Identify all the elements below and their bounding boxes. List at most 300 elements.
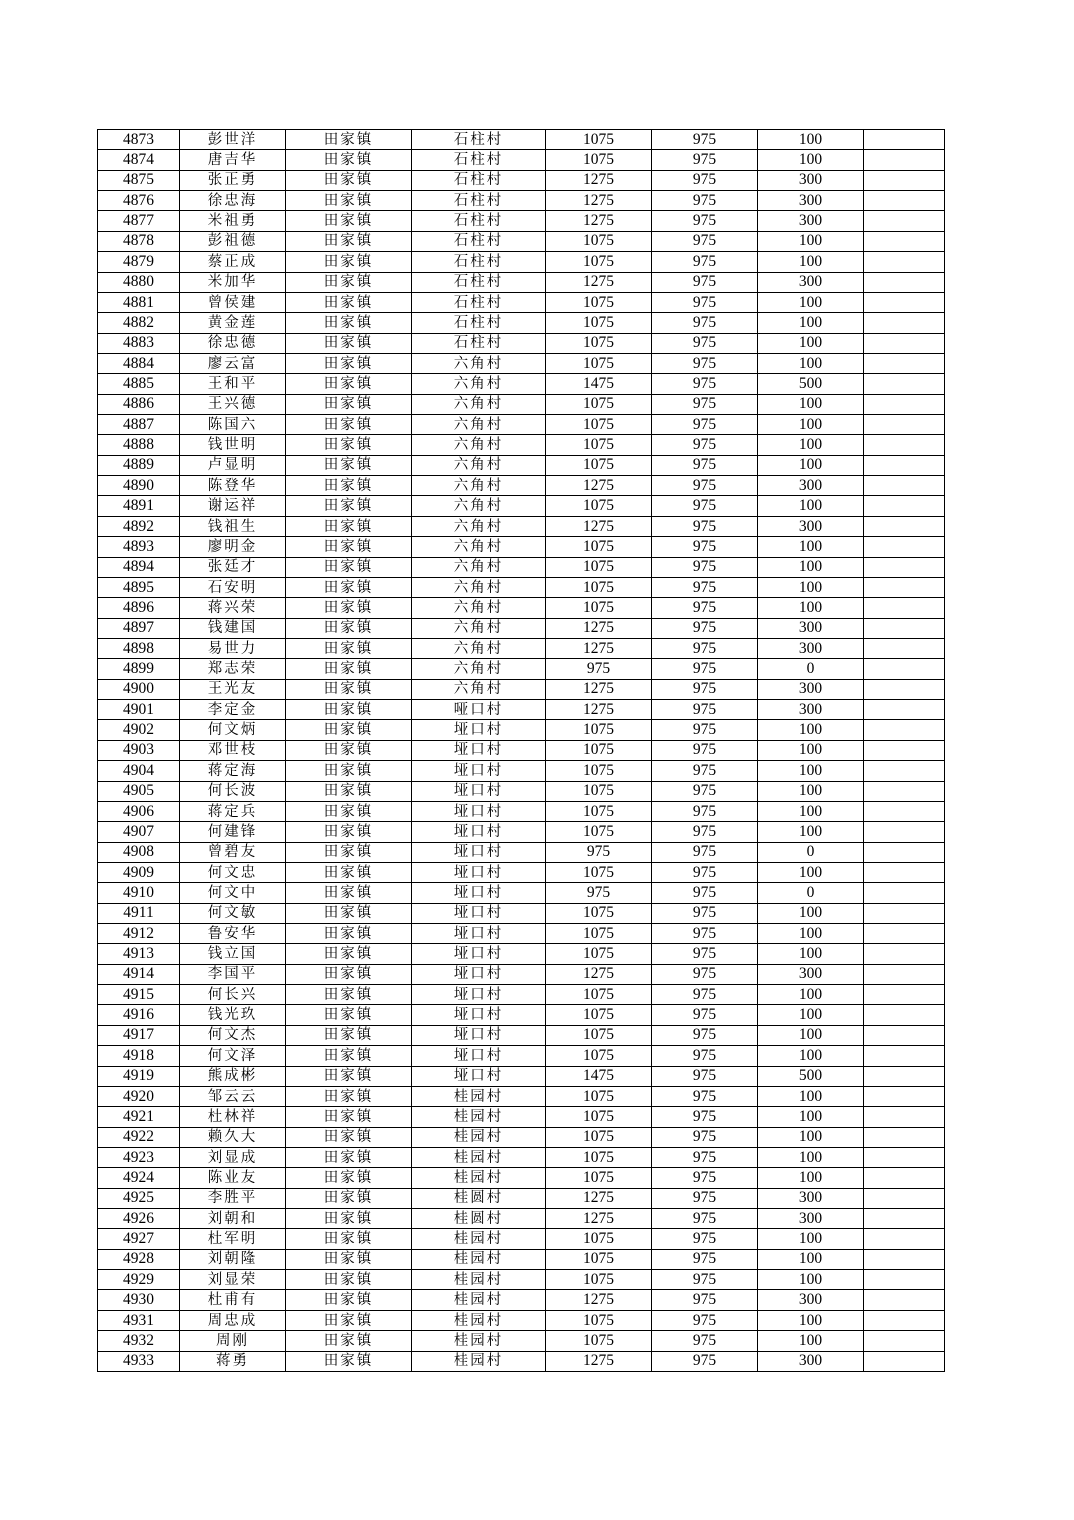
table-row xyxy=(98,720,945,740)
difference-cell: 100 xyxy=(758,333,864,353)
village-cell: 六角村 xyxy=(412,353,546,373)
remark-cell xyxy=(864,577,945,597)
difference-cell: 100 xyxy=(758,292,864,312)
remark-cell xyxy=(864,1086,945,1106)
serial-number-cell: 4912 xyxy=(98,924,180,944)
serial-number-cell: 4917 xyxy=(98,1025,180,1045)
difference-cell: 300 xyxy=(758,191,864,211)
amount-a-cell: 1075 xyxy=(546,252,652,272)
village-cell: 石柱村 xyxy=(412,211,546,231)
difference-cell: 100 xyxy=(758,394,864,414)
town-cell: 田家镇 xyxy=(286,1290,412,1310)
remark-cell xyxy=(864,537,945,557)
name-cell: 蒋勇 xyxy=(180,1351,286,1371)
table-row xyxy=(98,557,945,577)
table-row xyxy=(98,1290,945,1310)
data-sheet xyxy=(97,129,944,1372)
table-row xyxy=(98,659,945,679)
table-row xyxy=(98,1351,945,1371)
town-cell: 田家镇 xyxy=(286,618,412,638)
town-cell: 田家镇 xyxy=(286,191,412,211)
name-cell: 杜军明 xyxy=(180,1229,286,1249)
table-row xyxy=(98,1168,945,1188)
name-cell: 曾侯建 xyxy=(180,292,286,312)
amount-b-cell: 975 xyxy=(652,842,758,862)
serial-number-cell: 4908 xyxy=(98,842,180,862)
town-cell: 田家镇 xyxy=(286,333,412,353)
difference-cell: 100 xyxy=(758,1086,864,1106)
serial-number-cell: 4879 xyxy=(98,252,180,272)
town-cell: 田家镇 xyxy=(286,272,412,292)
difference-cell: 100 xyxy=(758,822,864,842)
amount-a-cell: 1075 xyxy=(546,740,652,760)
difference-cell: 300 xyxy=(758,638,864,658)
amount-b-cell: 975 xyxy=(652,964,758,984)
amount-a-cell: 1275 xyxy=(546,1290,652,1310)
difference-cell: 100 xyxy=(758,130,864,150)
village-cell: 垭口村 xyxy=(412,1046,546,1066)
town-cell: 田家镇 xyxy=(286,1270,412,1290)
difference-cell: 100 xyxy=(758,1249,864,1269)
difference-cell: 100 xyxy=(758,985,864,1005)
serial-number-cell: 4913 xyxy=(98,944,180,964)
table-row xyxy=(98,313,945,333)
table-row xyxy=(98,740,945,760)
name-cell: 何长兴 xyxy=(180,985,286,1005)
village-cell: 桂园村 xyxy=(412,1270,546,1290)
remark-cell xyxy=(864,985,945,1005)
serial-number-cell: 4905 xyxy=(98,781,180,801)
village-cell: 桂园村 xyxy=(412,1229,546,1249)
village-cell: 石柱村 xyxy=(412,170,546,190)
amount-b-cell: 975 xyxy=(652,191,758,211)
difference-cell: 100 xyxy=(758,1127,864,1147)
table-row xyxy=(98,1229,945,1249)
amount-b-cell: 975 xyxy=(652,862,758,882)
town-cell: 田家镇 xyxy=(286,476,412,496)
town-cell: 田家镇 xyxy=(286,964,412,984)
table-row xyxy=(98,903,945,923)
serial-number-cell: 4896 xyxy=(98,598,180,618)
table-row xyxy=(98,415,945,435)
amount-a-cell: 1075 xyxy=(546,130,652,150)
serial-number-cell: 4883 xyxy=(98,333,180,353)
village-cell: 垭口村 xyxy=(412,964,546,984)
town-cell: 田家镇 xyxy=(286,170,412,190)
remark-cell xyxy=(864,516,945,536)
amount-b-cell: 975 xyxy=(652,394,758,414)
name-cell: 李定金 xyxy=(180,700,286,720)
name-cell: 蒋定海 xyxy=(180,761,286,781)
serial-number-cell: 4903 xyxy=(98,740,180,760)
amount-b-cell: 975 xyxy=(652,598,758,618)
difference-cell: 300 xyxy=(758,1290,864,1310)
difference-cell: 100 xyxy=(758,537,864,557)
town-cell: 田家镇 xyxy=(286,353,412,373)
amount-b-cell: 975 xyxy=(652,374,758,394)
amount-b-cell: 975 xyxy=(652,700,758,720)
village-cell: 桂圆村 xyxy=(412,1209,546,1229)
amount-b-cell: 975 xyxy=(652,1229,758,1249)
remark-cell xyxy=(864,1127,945,1147)
remark-cell xyxy=(864,924,945,944)
amount-a-cell: 975 xyxy=(546,659,652,679)
remark-cell xyxy=(864,1147,945,1167)
amount-a-cell: 1075 xyxy=(546,781,652,801)
amount-a-cell: 1075 xyxy=(546,862,652,882)
amount-a-cell: 1275 xyxy=(546,1351,652,1371)
serial-number-cell: 4914 xyxy=(98,964,180,984)
name-cell: 廖云富 xyxy=(180,353,286,373)
town-cell: 田家镇 xyxy=(286,862,412,882)
amount-b-cell: 975 xyxy=(652,740,758,760)
remark-cell xyxy=(864,170,945,190)
table-row xyxy=(98,964,945,984)
village-cell: 垭口村 xyxy=(412,944,546,964)
table-row xyxy=(98,1310,945,1330)
town-cell: 田家镇 xyxy=(286,231,412,251)
amount-b-cell: 975 xyxy=(652,1107,758,1127)
table-row xyxy=(98,130,945,150)
amount-a-cell: 1075 xyxy=(546,1046,652,1066)
difference-cell: 300 xyxy=(758,516,864,536)
amount-a-cell: 1075 xyxy=(546,1107,652,1127)
amount-b-cell: 975 xyxy=(652,1046,758,1066)
difference-cell: 300 xyxy=(758,964,864,984)
name-cell: 周忠成 xyxy=(180,1310,286,1330)
amount-a-cell: 975 xyxy=(546,883,652,903)
amount-b-cell: 975 xyxy=(652,476,758,496)
town-cell: 田家镇 xyxy=(286,598,412,618)
serial-number-cell: 4891 xyxy=(98,496,180,516)
table-row xyxy=(98,435,945,455)
table-body xyxy=(98,130,945,1372)
town-cell: 田家镇 xyxy=(286,130,412,150)
name-cell: 何文杰 xyxy=(180,1025,286,1045)
serial-number-cell: 4932 xyxy=(98,1331,180,1351)
village-cell: 桂园村 xyxy=(412,1351,546,1371)
difference-cell: 100 xyxy=(758,862,864,882)
serial-number-cell: 4915 xyxy=(98,985,180,1005)
name-cell: 彭祖德 xyxy=(180,231,286,251)
village-cell: 石柱村 xyxy=(412,150,546,170)
serial-number-cell: 4906 xyxy=(98,801,180,821)
serial-number-cell: 4930 xyxy=(98,1290,180,1310)
village-cell: 六角村 xyxy=(412,415,546,435)
village-cell: 垭口村 xyxy=(412,781,546,801)
difference-cell: 100 xyxy=(758,415,864,435)
serial-number-cell: 4931 xyxy=(98,1310,180,1330)
amount-a-cell: 1075 xyxy=(546,415,652,435)
difference-cell: 100 xyxy=(758,1229,864,1249)
village-cell: 六角村 xyxy=(412,577,546,597)
remark-cell xyxy=(864,679,945,699)
amount-b-cell: 975 xyxy=(652,557,758,577)
remark-cell xyxy=(864,740,945,760)
village-cell: 六角村 xyxy=(412,598,546,618)
table-row xyxy=(98,353,945,373)
town-cell: 田家镇 xyxy=(286,944,412,964)
remark-cell xyxy=(864,781,945,801)
village-cell: 垭口村 xyxy=(412,740,546,760)
town-cell: 田家镇 xyxy=(286,679,412,699)
town-cell: 田家镇 xyxy=(286,496,412,516)
village-cell: 石柱村 xyxy=(412,313,546,333)
difference-cell: 100 xyxy=(758,1270,864,1290)
table-row xyxy=(98,679,945,699)
village-cell: 垭口村 xyxy=(412,761,546,781)
remark-cell xyxy=(864,415,945,435)
amount-b-cell: 975 xyxy=(652,130,758,150)
amount-b-cell: 975 xyxy=(652,292,758,312)
amount-b-cell: 975 xyxy=(652,496,758,516)
serial-number-cell: 4887 xyxy=(98,415,180,435)
village-cell: 桂园村 xyxy=(412,1331,546,1351)
amount-a-cell: 1275 xyxy=(546,679,652,699)
serial-number-cell: 4907 xyxy=(98,822,180,842)
village-cell: 垭口村 xyxy=(412,720,546,740)
name-cell: 李国平 xyxy=(180,964,286,984)
town-cell: 田家镇 xyxy=(286,1147,412,1167)
serial-number-cell: 4873 xyxy=(98,130,180,150)
serial-number-cell: 4875 xyxy=(98,170,180,190)
name-cell: 钱世明 xyxy=(180,435,286,455)
table-row xyxy=(98,1249,945,1269)
serial-number-cell: 4910 xyxy=(98,883,180,903)
town-cell: 田家镇 xyxy=(286,781,412,801)
table-row xyxy=(98,394,945,414)
amount-a-cell: 1075 xyxy=(546,1270,652,1290)
serial-number-cell: 4884 xyxy=(98,353,180,373)
amount-a-cell: 1075 xyxy=(546,903,652,923)
town-cell: 田家镇 xyxy=(286,1005,412,1025)
name-cell: 刘显成 xyxy=(180,1147,286,1167)
amount-a-cell: 975 xyxy=(546,842,652,862)
name-cell: 谢运祥 xyxy=(180,496,286,516)
difference-cell: 300 xyxy=(758,211,864,231)
village-cell: 哑口村 xyxy=(412,700,546,720)
town-cell: 田家镇 xyxy=(286,435,412,455)
difference-cell: 0 xyxy=(758,659,864,679)
remark-cell xyxy=(864,700,945,720)
amount-a-cell: 1075 xyxy=(546,394,652,414)
amount-a-cell: 1275 xyxy=(546,170,652,190)
town-cell: 田家镇 xyxy=(286,516,412,536)
amount-b-cell: 975 xyxy=(652,231,758,251)
table-row xyxy=(98,598,945,618)
difference-cell: 300 xyxy=(758,1209,864,1229)
amount-a-cell: 1075 xyxy=(546,1005,652,1025)
table-row xyxy=(98,700,945,720)
amount-b-cell: 975 xyxy=(652,1086,758,1106)
name-cell: 何文敏 xyxy=(180,903,286,923)
difference-cell: 100 xyxy=(758,231,864,251)
amount-a-cell: 1075 xyxy=(546,435,652,455)
amount-a-cell: 1275 xyxy=(546,964,652,984)
table-row xyxy=(98,516,945,536)
town-cell: 田家镇 xyxy=(286,415,412,435)
table-row xyxy=(98,985,945,1005)
name-cell: 刘朝隆 xyxy=(180,1249,286,1269)
serial-number-cell: 4911 xyxy=(98,903,180,923)
difference-cell: 300 xyxy=(758,272,864,292)
amount-b-cell: 975 xyxy=(652,1127,758,1147)
amount-b-cell: 975 xyxy=(652,903,758,923)
table-row xyxy=(98,1107,945,1127)
difference-cell: 100 xyxy=(758,740,864,760)
town-cell: 田家镇 xyxy=(286,883,412,903)
name-cell: 鲁安华 xyxy=(180,924,286,944)
serial-number-cell: 4874 xyxy=(98,150,180,170)
name-cell: 彭世洋 xyxy=(180,130,286,150)
remark-cell xyxy=(864,252,945,272)
village-cell: 垭口村 xyxy=(412,924,546,944)
amount-b-cell: 975 xyxy=(652,516,758,536)
town-cell: 田家镇 xyxy=(286,557,412,577)
amount-a-cell: 1275 xyxy=(546,1209,652,1229)
remark-cell xyxy=(864,720,945,740)
serial-number-cell: 4880 xyxy=(98,272,180,292)
town-cell: 田家镇 xyxy=(286,577,412,597)
amount-a-cell: 1075 xyxy=(546,496,652,516)
amount-b-cell: 975 xyxy=(652,252,758,272)
difference-cell: 100 xyxy=(758,944,864,964)
name-cell: 蒋兴荣 xyxy=(180,598,286,618)
amount-a-cell: 1475 xyxy=(546,374,652,394)
remark-cell xyxy=(864,476,945,496)
amount-b-cell: 975 xyxy=(652,944,758,964)
name-cell: 何建锋 xyxy=(180,822,286,842)
serial-number-cell: 4916 xyxy=(98,1005,180,1025)
name-cell: 陈国六 xyxy=(180,415,286,435)
village-cell: 桂园村 xyxy=(412,1249,546,1269)
remark-cell xyxy=(864,822,945,842)
village-cell: 六角村 xyxy=(412,638,546,658)
amount-b-cell: 975 xyxy=(652,1066,758,1086)
serial-number-cell: 4876 xyxy=(98,191,180,211)
difference-cell: 300 xyxy=(758,1188,864,1208)
amount-b-cell: 975 xyxy=(652,618,758,638)
remark-cell xyxy=(864,1310,945,1330)
serial-number-cell: 4885 xyxy=(98,374,180,394)
table-row xyxy=(98,292,945,312)
serial-number-cell: 4923 xyxy=(98,1147,180,1167)
village-cell: 石柱村 xyxy=(412,292,546,312)
table-row xyxy=(98,1046,945,1066)
difference-cell: 100 xyxy=(758,455,864,475)
table-row xyxy=(98,496,945,516)
serial-number-cell: 4889 xyxy=(98,455,180,475)
town-cell: 田家镇 xyxy=(286,313,412,333)
amount-a-cell: 1075 xyxy=(546,720,652,740)
remark-cell xyxy=(864,638,945,658)
name-cell: 米祖勇 xyxy=(180,211,286,231)
table-row xyxy=(98,1331,945,1351)
amount-b-cell: 975 xyxy=(652,1249,758,1269)
amount-b-cell: 975 xyxy=(652,924,758,944)
difference-cell: 100 xyxy=(758,1046,864,1066)
town-cell: 田家镇 xyxy=(286,842,412,862)
amount-b-cell: 975 xyxy=(652,333,758,353)
difference-cell: 0 xyxy=(758,842,864,862)
name-cell: 李胜平 xyxy=(180,1188,286,1208)
difference-cell: 0 xyxy=(758,883,864,903)
town-cell: 田家镇 xyxy=(286,1209,412,1229)
village-cell: 石柱村 xyxy=(412,252,546,272)
town-cell: 田家镇 xyxy=(286,761,412,781)
table-row xyxy=(98,842,945,862)
table-row xyxy=(98,944,945,964)
amount-b-cell: 975 xyxy=(652,679,758,699)
amount-a-cell: 1075 xyxy=(546,231,652,251)
village-cell: 垭口村 xyxy=(412,883,546,903)
town-cell: 田家镇 xyxy=(286,924,412,944)
town-cell: 田家镇 xyxy=(286,1249,412,1269)
amount-a-cell: 1075 xyxy=(546,1331,652,1351)
serial-number-cell: 4929 xyxy=(98,1270,180,1290)
amount-b-cell: 975 xyxy=(652,577,758,597)
village-cell: 石柱村 xyxy=(412,130,546,150)
remark-cell xyxy=(864,883,945,903)
table-row xyxy=(98,211,945,231)
difference-cell: 300 xyxy=(758,1351,864,1371)
remark-cell xyxy=(864,1290,945,1310)
remark-cell xyxy=(864,598,945,618)
amount-a-cell: 1275 xyxy=(546,516,652,536)
name-cell: 钱建国 xyxy=(180,618,286,638)
amount-a-cell: 1075 xyxy=(546,1229,652,1249)
town-cell: 田家镇 xyxy=(286,292,412,312)
serial-number-cell: 4904 xyxy=(98,761,180,781)
village-cell: 桂园村 xyxy=(412,1310,546,1330)
village-cell: 石柱村 xyxy=(412,231,546,251)
amount-b-cell: 975 xyxy=(652,761,758,781)
difference-cell: 300 xyxy=(758,679,864,699)
name-cell: 杜林祥 xyxy=(180,1107,286,1127)
town-cell: 田家镇 xyxy=(286,252,412,272)
difference-cell: 100 xyxy=(758,1005,864,1025)
remark-cell xyxy=(864,394,945,414)
amount-b-cell: 975 xyxy=(652,883,758,903)
village-cell: 垭口村 xyxy=(412,1005,546,1025)
amount-b-cell: 975 xyxy=(652,1351,758,1371)
serial-number-cell: 4878 xyxy=(98,231,180,251)
village-cell: 六角村 xyxy=(412,659,546,679)
town-cell: 田家镇 xyxy=(286,1168,412,1188)
village-cell: 垭口村 xyxy=(412,1025,546,1045)
table-row xyxy=(98,231,945,251)
name-cell: 陈登华 xyxy=(180,476,286,496)
village-cell: 石柱村 xyxy=(412,191,546,211)
table-row xyxy=(98,476,945,496)
amount-a-cell: 1075 xyxy=(546,353,652,373)
difference-cell: 300 xyxy=(758,618,864,638)
town-cell: 田家镇 xyxy=(286,537,412,557)
amount-a-cell: 1075 xyxy=(546,944,652,964)
name-cell: 刘显荣 xyxy=(180,1270,286,1290)
serial-number-cell: 4920 xyxy=(98,1086,180,1106)
village-cell: 六角村 xyxy=(412,435,546,455)
town-cell: 田家镇 xyxy=(286,211,412,231)
amount-b-cell: 975 xyxy=(652,1209,758,1229)
amount-a-cell: 1275 xyxy=(546,211,652,231)
table-row xyxy=(98,577,945,597)
remark-cell xyxy=(864,435,945,455)
table-row xyxy=(98,761,945,781)
serial-number-cell: 4927 xyxy=(98,1229,180,1249)
amount-a-cell: 1075 xyxy=(546,1025,652,1045)
amount-b-cell: 975 xyxy=(652,170,758,190)
